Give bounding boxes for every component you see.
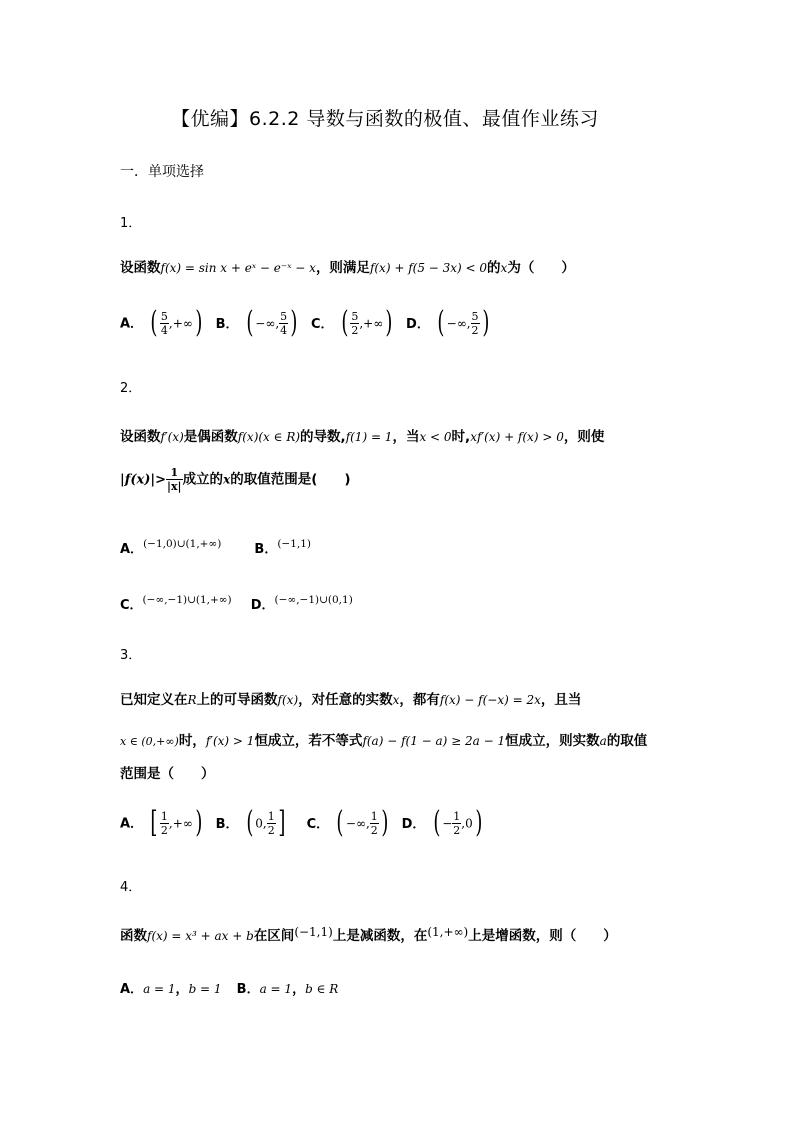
question-4-stem xyxy=(120,924,617,944)
q1-option-c-fraction: $\frac{5}{2}$ xyxy=(351,309,359,337)
q1-option-d-label: D． xyxy=(406,316,430,332)
q3-text-7: 恒成立，若不等式 xyxy=(254,733,363,749)
q3-text-9: 的取值 xyxy=(606,733,648,749)
q3-option-b-fraction: $\frac{1}{2}$ xyxy=(267,809,275,837)
q3-formula-3: x xyxy=(392,693,400,707)
q2-text-6: ，则使 xyxy=(563,429,605,445)
q2-formula-4: x < 0 xyxy=(419,430,452,444)
q2-formula-1: f′(x) xyxy=(160,430,184,444)
q1-option-d-head: −∞, xyxy=(446,316,471,331)
q3-option-a-fraction: $\frac{1}{2}$ xyxy=(160,809,168,837)
q2-abs-fx: |f(x)|> xyxy=(120,472,166,488)
question-2-options-row-2 xyxy=(120,594,353,613)
q2-option-d-label: D． xyxy=(250,598,275,613)
page-title: 【优编】6.2.2 导数与函数的极值、最值作业练习 xyxy=(171,108,599,130)
q3-option-c-head: −∞, xyxy=(345,816,370,831)
q3-option-d-tail: ,0 xyxy=(461,816,473,831)
q1-text-1: 设函数 xyxy=(120,260,161,276)
q3-option-c-label: C． xyxy=(306,816,330,832)
q3-formula-5: x ∈ (0,+∞) xyxy=(120,735,179,748)
q4-option-b-label: B． xyxy=(236,982,260,997)
question-3-stem-line-2 xyxy=(120,729,647,749)
q3-formula-7: f(a) − f(1 − a) ≥ 2a − 1 xyxy=(362,734,506,748)
q2-option-c-value: (−∞,−1)∪(1,+∞) xyxy=(142,594,232,606)
q2-text-2: 是偶函数 xyxy=(183,429,238,445)
q2-text-5: 时, xyxy=(451,429,471,445)
q3-text-8: 恒成立，则实数 xyxy=(505,733,600,749)
question-1-stem xyxy=(120,256,575,276)
q1-option-a-fraction: $\frac{5}{4}$ xyxy=(160,309,168,337)
question-2-number: 2． xyxy=(120,381,142,396)
q2-formula-5: xf′(x) + f(x) > 0 xyxy=(470,430,564,444)
q3-formula-6: f′(x) > 1 xyxy=(205,734,255,748)
q1-formula-1: f(x) = sin x + eˣ − e⁻ˣ − x xyxy=(160,261,316,275)
section-heading: 一．单项选择 xyxy=(120,164,204,180)
q3-option-b-head: 0, xyxy=(255,816,267,831)
q3-formula-1: R xyxy=(187,693,197,707)
q2-text-4: ，当 xyxy=(392,429,420,445)
q1-text-4: 为（ ） xyxy=(507,260,575,276)
question-4-options xyxy=(120,978,338,997)
question-3-number: 3． xyxy=(120,648,142,663)
question-2-options-row-1 xyxy=(120,538,311,557)
q3-option-a-label: A． xyxy=(120,816,144,832)
q2-option-a-label: A． xyxy=(120,542,144,557)
question-3-options: A． [ $\frac{1}{2}$ ,+∞) B． ( 0, $\frac{1}{2}$ ] C． ( −∞, $\frac{1}{2}$ ) D． ( − $\frac{1}{2}$ ,0) xyxy=(120,805,483,840)
q2-text-1: 设函数 xyxy=(120,429,161,445)
question-3-stem-line-3: 范围是（ ） xyxy=(120,766,215,782)
q2-option-b-label: B． xyxy=(254,542,278,557)
question-2-stem-line-2 xyxy=(120,466,351,493)
q4-option-a-part-2: b = 1 xyxy=(188,982,222,996)
q3-option-b-label: B． xyxy=(215,816,239,832)
q4-option-b-separator: ， xyxy=(292,982,306,997)
q1-option-c-tail: ,+∞ xyxy=(359,316,384,331)
q4-option-b-part-2: b ∈ R xyxy=(305,982,339,996)
question-1-options: A． ( $\frac{5}{4}$ ,+∞) B． ( −∞, $\frac{5}{4}$ ) C． ( $\frac{5}{2}$ ,+∞) D． ( −∞, $\frac{5}{2}$ ) xyxy=(120,305,489,340)
q2-formula-2: f(x)(x ∈ R) xyxy=(237,430,301,444)
q3-formula-8: a xyxy=(599,734,607,748)
q3-option-a-tail: ,+∞ xyxy=(168,816,193,831)
q4-formula-2: (−1,1) xyxy=(294,925,333,939)
q4-option-a-separator: ， xyxy=(175,982,189,997)
q1-option-b-head: −∞, xyxy=(255,316,280,331)
q3-text-1: 已知定义在 xyxy=(120,692,188,708)
q3-option-d-fraction: $\frac{1}{2}$ xyxy=(453,809,461,837)
q3-formula-2: f(x) xyxy=(277,693,299,707)
q1-formula-2: f(x) + f(5 − 3x) < 0 xyxy=(369,261,488,275)
q4-text-3: 上是减函数，在 xyxy=(332,928,428,944)
q1-option-a-tail: ,+∞ xyxy=(168,316,193,331)
q1-option-a-label: A． xyxy=(120,316,144,332)
q4-text-1: 函数 xyxy=(120,928,147,944)
q4-option-a-part-1: a = 1 xyxy=(143,982,176,996)
q4-formula-1: f(x) = x³ + ax + b xyxy=(147,929,254,943)
q1-text-3: 的 xyxy=(487,260,501,276)
q2-text-7: 成立的 xyxy=(182,471,224,488)
q2-option-c-label: C． xyxy=(120,598,143,613)
q1-formula-3: x xyxy=(500,261,508,275)
q3-text-2: 上的可导函数 xyxy=(196,692,278,708)
q3-text-4: ，都有 xyxy=(399,692,440,708)
q1-option-c-label: C． xyxy=(310,316,334,332)
q2-option-b-value: (−1,1) xyxy=(277,538,312,550)
q1-option-d-fraction: $\frac{5}{2}$ xyxy=(471,309,479,337)
q2-option-a-value: (−1,0)∪(1,+∞) xyxy=(143,538,222,550)
q2-option-d-value: (−∞,−1)∪(0,1) xyxy=(274,594,353,606)
q4-option-a-label: A． xyxy=(120,982,144,997)
q1-option-b-fraction: $\frac{5}{4}$ xyxy=(280,309,288,337)
q4-text-2: 在区间 xyxy=(253,928,295,944)
q4-option-b-part-1: a = 1 xyxy=(259,982,293,996)
q1-text-2: ，则满足 xyxy=(315,260,370,276)
question-1-number: 1． xyxy=(120,216,142,231)
q2-formula-3: f(1) = 1 xyxy=(345,430,393,444)
q3-option-c-fraction: $\frac{1}{2}$ xyxy=(370,809,378,837)
q2-text-8: 的取值范围是( ) xyxy=(230,471,351,488)
q2-text-3: 的导数, xyxy=(300,429,346,445)
q3-text-6: 时， xyxy=(178,733,206,749)
question-2-stem-line-1 xyxy=(120,425,604,445)
q3-option-d-head: − xyxy=(442,816,453,831)
q3-formula-4: f(x) − f(−x) = 2x xyxy=(439,693,541,707)
question-4-number: 4． xyxy=(120,880,142,895)
q3-option-d-label: D． xyxy=(401,816,426,832)
q1-option-b-label: B． xyxy=(215,316,239,332)
q2-var-x: x xyxy=(223,472,231,487)
q2-fraction: $\frac{1}{|x|}$ xyxy=(167,466,182,493)
q3-text-3: ，对任意的实数 xyxy=(298,692,393,708)
q4-formula-3: (1,+∞) xyxy=(427,925,469,939)
q4-text-4: 上是增函数，则（ ） xyxy=(468,928,617,944)
question-3-stem-line-1 xyxy=(120,688,581,708)
q3-text-5: ，且当 xyxy=(540,692,582,708)
